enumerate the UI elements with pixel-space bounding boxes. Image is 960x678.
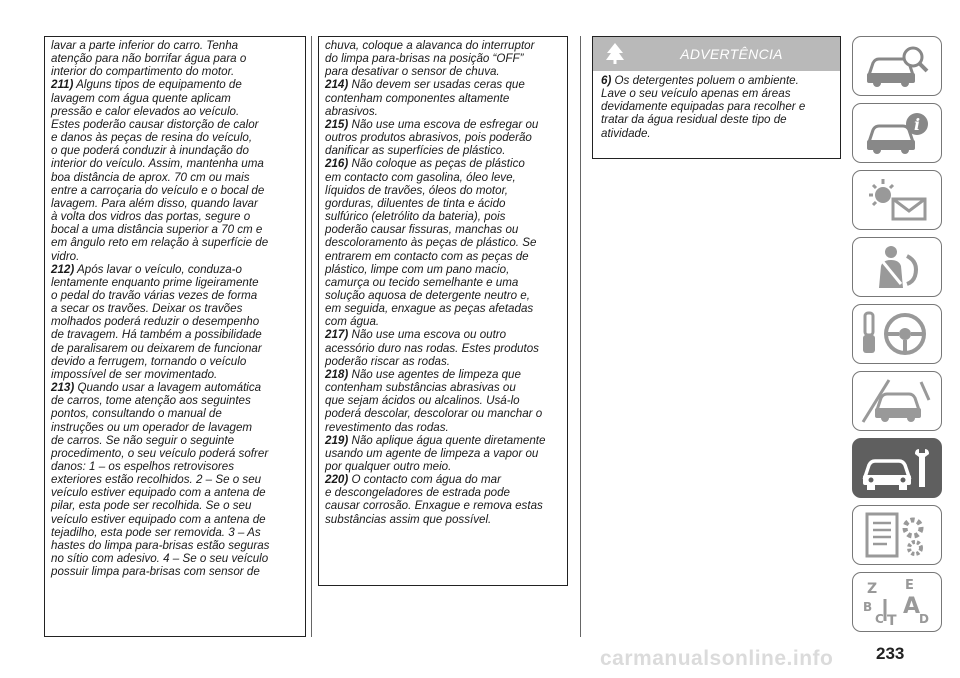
- svg-text:T: T: [887, 613, 897, 627]
- specs-gears-icon: [859, 510, 935, 560]
- note-213: 213) Quando usar a lavagem automática de carros, tome atenção aos seguintes pontos, consultando o manual de instruções ou um operador de lavagem de carros. Se não seguir o seguinte procedimento, o seu veículo poderá sofrer danos: 1 – os espelhos retrovisores exteriores estão recolhidos. 2 – Se o seu veículo estiver equipado com a antena de pilar, esta pode ser recolhida. Se o seu veículo estiver equipado com a antena de tejadilho, esta pode ser removida. 3 – As hastes do limpa para-brisas estão seguras no sítio com adesivo. 4 – Se o seu veículo possuir limpa para-brisas com sensor de: [51, 381, 270, 579]
- svg-text:i: i: [913, 115, 921, 134]
- warning-light-message-icon: [859, 175, 935, 225]
- seatbelt-airbag-icon: [859, 242, 935, 292]
- page-number: 233: [876, 644, 905, 663]
- tab-index[interactable]: [852, 572, 942, 632]
- tab-technical-specs[interactable]: [852, 505, 942, 565]
- svg-text:Z: Z: [867, 581, 878, 597]
- text-column-middle: [318, 36, 568, 586]
- note-220: 220) O contacto com água do mar e descongeladores de estrada pode causar corrosão. Enxague e remova estas substâncias assim que possível.: [325, 473, 543, 526]
- column-divider: [311, 36, 312, 637]
- svg-text:C: C: [875, 612, 884, 626]
- car-info-icon: [859, 108, 935, 158]
- svg-text:B: B: [863, 600, 873, 614]
- tab-safety[interactable]: [852, 237, 942, 297]
- text-column-left: [44, 36, 306, 637]
- tab-emergency[interactable]: [852, 371, 942, 431]
- warning-text: 6) Os detergentes poluem o ambiente. Lave o seu veículo apenas em áreas devidamente equipadas para recolher e tratar da água residual deste tipo de atividade.: [601, 74, 806, 140]
- warning-body: [593, 71, 840, 140]
- note-215: 215) Não use uma escova de esfregar ou outros produtos abrasivos, pois poderão danificar as superfícies de plástico.: [325, 117, 539, 158]
- warning-title: ADVERTÊNCIA: [680, 46, 783, 62]
- svg-text:D: D: [919, 612, 929, 626]
- column-divider: [580, 36, 581, 637]
- tab-warning-lights[interactable]: [852, 170, 942, 230]
- tab-car-info[interactable]: [852, 103, 942, 163]
- paragraph-continuation: lavar a parte inferior do carro. Tenha atenção para não borrifar água para o interior do compartimento do motor.: [51, 39, 247, 79]
- note-212: 212) Após lavar o veículo, conduza-o lentamente enquanto prime ligeiramente o pedal do travão várias vezes de forma a secar os travões. Deixar os travões molhados poderá reduzir o desempenho de travagem. Há também a possibilidade de paralisarem ou deixarem de funcionar devido a ferrugem, tornando o veículo impossível de ser movimentado.: [51, 262, 262, 381]
- car-search-icon: [859, 41, 935, 91]
- paragraph-continuation: chuva, coloque a alavanca do interruptor do limpa para-brisas na posição “OFF” para desativar o sensor de chuva.: [325, 39, 535, 79]
- car-road-icon: [859, 376, 935, 426]
- warning-box: [592, 36, 841, 159]
- svg-text:A: A: [903, 594, 921, 619]
- note-218: 218) Não use agentes de limpeza que contenham substâncias abrasivas ou que sejam ácidos ou alcalinos. Usá-lo poderá descolar, descolorar ou manchar o revestimento das rodas.: [325, 367, 543, 434]
- warning-header: [593, 37, 840, 71]
- note-214: 214) Não devem ser usadas ceras que contenham componentes altamente abrasivos.: [325, 78, 525, 118]
- note-211: 211) Alguns tipos de equipamento de lavagem com água quente aplicam pressão e calor elevados ao veículo. Estes poderão causar distorção de calor e danos às peças de resina do veículo, o que poderá conduzir à inundação do interior do veículo. Assim, mantenha uma boa distância de aprox. 70 cm ou mais entre a carroçaria do veículo e o bocal de lavagem. Para além disso, quando lavar à volta dos vidros das portas, segure o bocal a uma distância superior a 70 cm e em ângulo reto em relação à superfície de vidro.: [51, 78, 269, 263]
- note-219: 219) Não aplique água quente diretamente usando um agente de limpeza a vapor ou por qualquer outro meio.: [325, 433, 546, 473]
- tab-servicing[interactable]: [852, 438, 942, 498]
- note-217: 217) Não use uma escova ou outro acessório duro nas rodas. Estes produtos poderão riscar as rodas.: [325, 328, 539, 368]
- tab-starting-driving[interactable]: [852, 304, 942, 364]
- tree-icon: [603, 42, 627, 66]
- svg-text:E: E: [905, 578, 914, 593]
- key-steering-wheel-icon: [859, 309, 935, 359]
- tab-car-search[interactable]: [852, 36, 942, 96]
- watermark: carmanualsonline.info: [600, 647, 834, 670]
- note-216: 216) Não coloque as peças de plástico em contacto com gasolina, óleo leve, líquidos de travões, óleos do motor, gorduras, diluentes de tinta e ácido sulfúrico (eletrólito da bateria), pois poderão causar fissuras, manchas ou descoloramento às peças de plástico. Se entrarem em contacto com as peças de plástico, limpe com um pano macio, camurça ou tecido semelhante e uma solução aquosa de detergente neutro e, em seguida, enxague as peças afetadas com água.: [325, 157, 537, 329]
- car-wrench-icon: [859, 443, 935, 493]
- alphabet-index-icon: [859, 577, 935, 627]
